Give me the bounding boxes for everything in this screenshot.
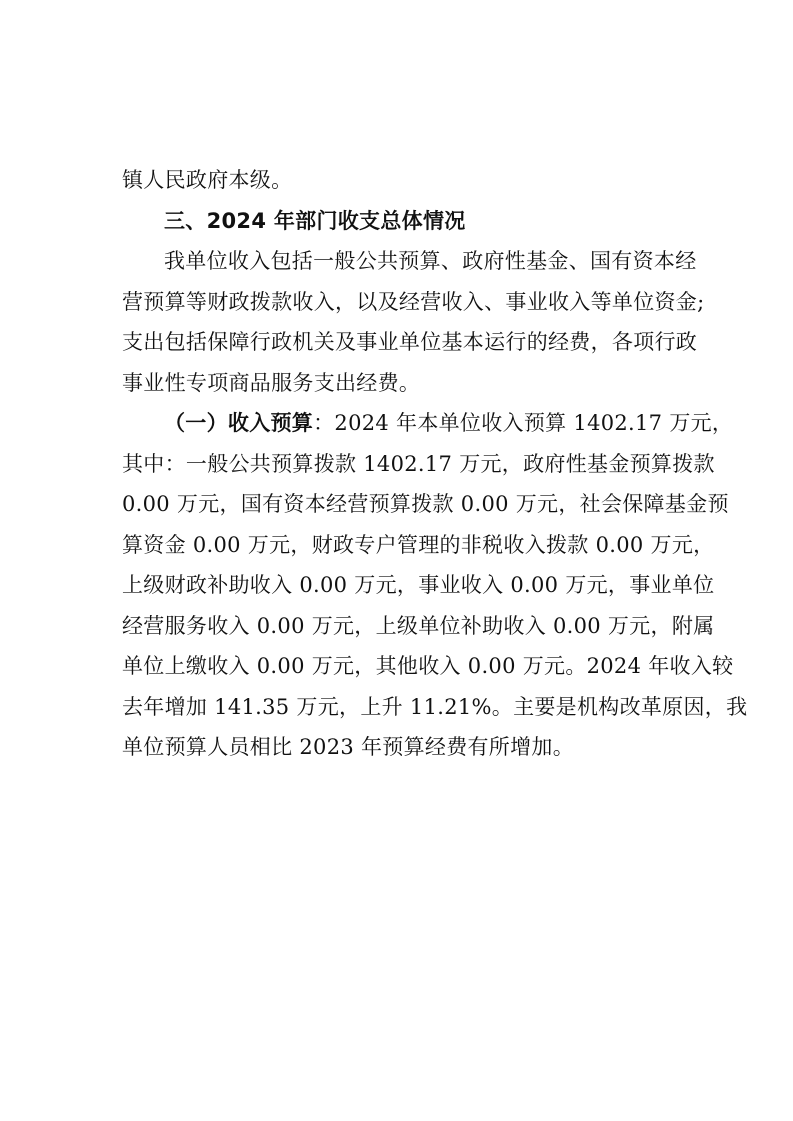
- paragraph-line: 支出包括保障行政机关及事业单位基本运行的经费，各项行政: [122, 330, 698, 354]
- paragraph-line: 0.00 万元，国有资本经营预算拨款 0.00 万元，社会保障基金预: [122, 492, 729, 516]
- intro-line: 镇人民政府本级。: [122, 168, 293, 192]
- paragraph-line: 营预算等财政拨款收入，以及经营收入、事业收入等单位资金;: [122, 289, 705, 314]
- document-body: [122, 160, 748, 768]
- paragraph-income-budget: [122, 403, 748, 768]
- paragraph-line: 去年增加 141.35 万元，上升 11.21%。主要是机构改革原因，我: [122, 694, 748, 719]
- paragraph-line: 上级财政补助收入 0.00 万元，事业收入 0.00 万元，事业单位: [122, 573, 715, 597]
- paragraph-line: 事业性专项商品服务支出经费。: [122, 370, 421, 395]
- income-budget-subheading: （一）收入预算: [164, 411, 314, 435]
- paragraph-line: 单位上缴收入 0.00 万元，其他收入 0.00 万元。2024 年收入较: [122, 654, 734, 678]
- paragraph-line-rest: ：2024 年本单位收入预算 1402.17 万元，: [313, 411, 734, 435]
- section-heading: 三、2024 年部门收支总体情况: [164, 208, 466, 233]
- paragraph-line: 我单位收入包括一般公共预算、政府性基金、国有资本经: [164, 249, 697, 273]
- paragraph-line: 单位预算人员相比 2023 年预算经费有所增加。: [122, 735, 574, 759]
- paragraph-line: 经营服务收入 0.00 万元，上级单位补助收入 0.00 万元，附属: [122, 613, 715, 638]
- paragraph-first-line: [122, 403, 734, 444]
- paragraph-revenue-scope: [122, 241, 705, 403]
- paragraph-line: 算资金 0.00 万元，财政专户管理的非税收入拨款 0.00 万元，: [122, 532, 715, 557]
- paragraph-line: 其中：一般公共预算拨款 1402.17 万元，政府性基金预算拨款: [122, 451, 715, 476]
